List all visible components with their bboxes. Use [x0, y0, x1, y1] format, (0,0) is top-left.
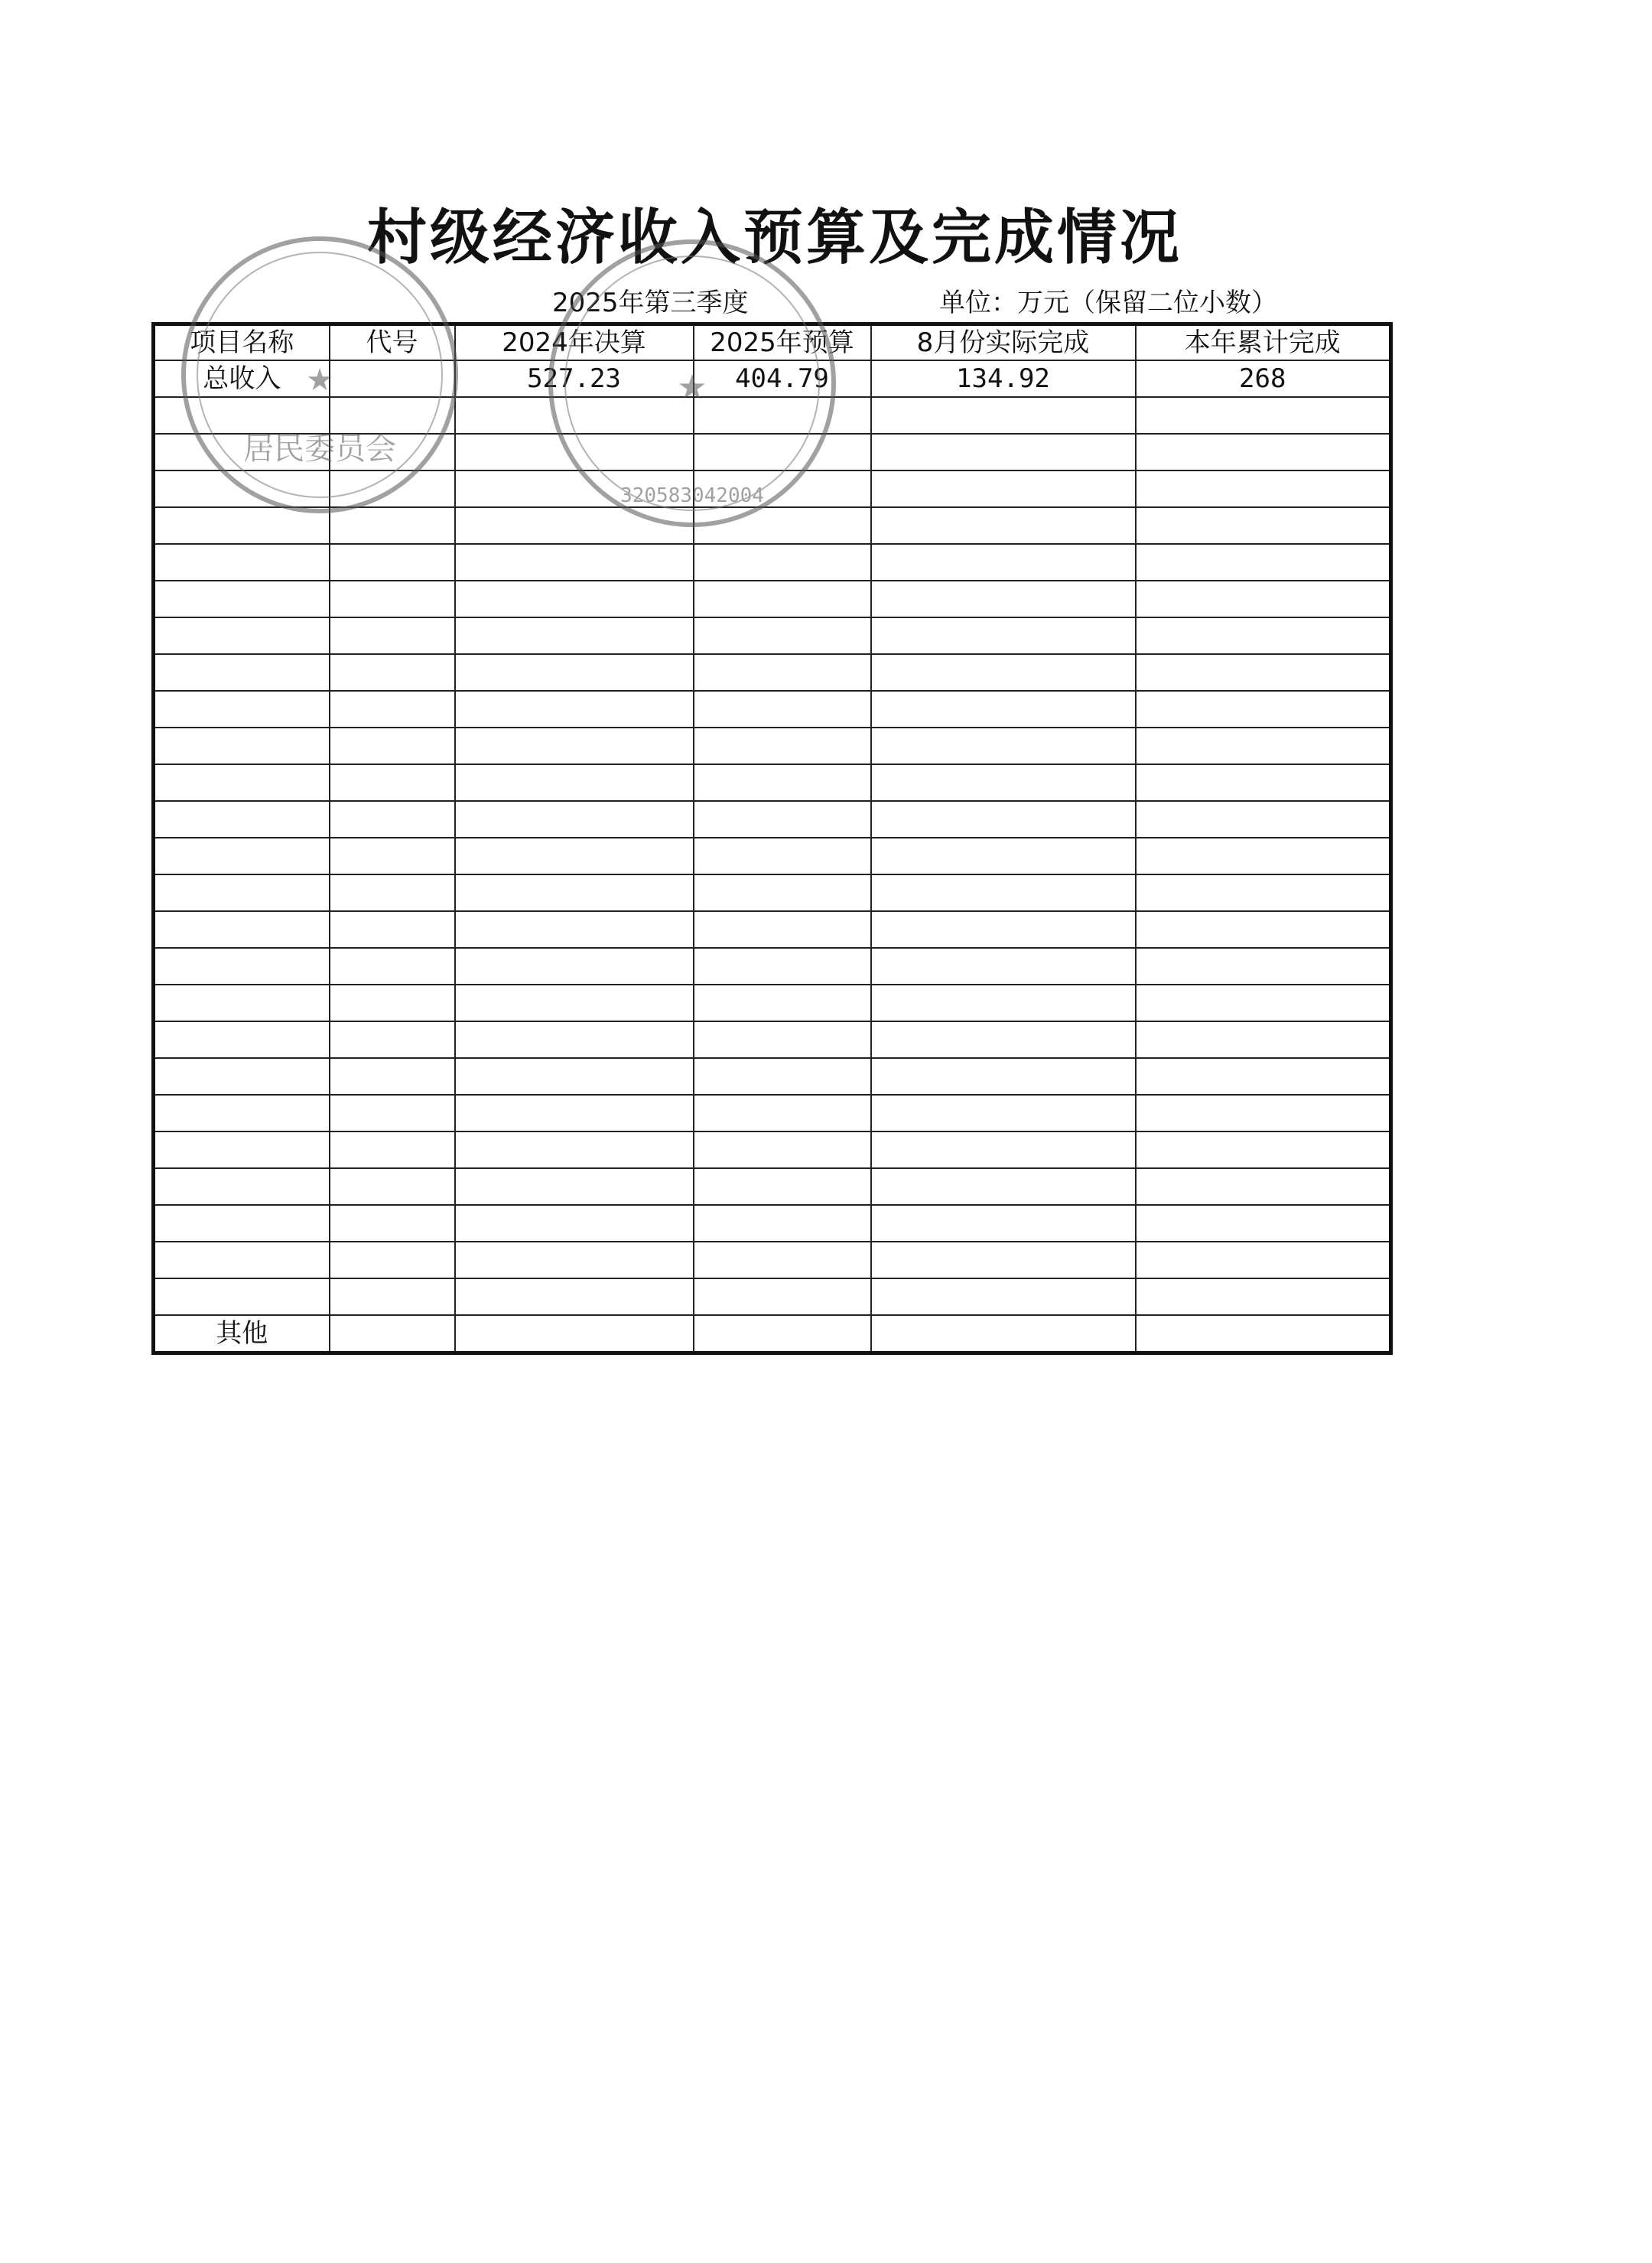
cell-2024-final	[455, 581, 694, 617]
cell-2024-final	[455, 764, 694, 801]
table-row	[154, 874, 1391, 911]
svg-text:居民委员会: 居民委员会	[243, 431, 396, 467]
cell-august-actual	[871, 764, 1136, 801]
cell-item-name	[154, 1095, 330, 1132]
cell-item-name	[154, 911, 330, 948]
cell-item-name	[154, 948, 330, 985]
cell-august-actual	[871, 471, 1136, 507]
table-row	[154, 985, 1391, 1021]
cell-2024-final	[455, 985, 694, 1021]
cell-2024-final	[455, 617, 694, 654]
cell-august-actual	[871, 1021, 1136, 1058]
cell-2025-budget	[694, 1095, 871, 1132]
table-row	[154, 397, 1391, 434]
cell-2025-budget	[694, 654, 871, 691]
cell-ytd-completed	[1136, 728, 1391, 764]
cell-2025-budget: 404.79	[694, 360, 871, 397]
cell-august-actual	[871, 838, 1136, 874]
table-row	[154, 507, 1391, 544]
cell-2024-final	[455, 911, 694, 948]
cell-code	[330, 764, 455, 801]
cell-item-name	[154, 1242, 330, 1278]
cell-august-actual	[871, 434, 1136, 471]
cell-ytd-completed	[1136, 874, 1391, 911]
cell-code	[330, 1315, 455, 1353]
cell-ytd-completed	[1136, 544, 1391, 581]
col-header-august-actual: 8月份实际完成	[871, 324, 1136, 361]
table-row	[154, 617, 1391, 654]
table-row	[154, 1058, 1391, 1095]
cell-ytd-completed	[1136, 985, 1391, 1021]
cell-code	[330, 1058, 455, 1095]
cell-item-name	[154, 397, 330, 434]
cell-ytd-completed	[1136, 1132, 1391, 1168]
cell-2025-budget	[694, 764, 871, 801]
cell-code	[330, 617, 455, 654]
cell-ytd-completed	[1136, 1278, 1391, 1315]
income-table	[151, 322, 1393, 1355]
cell-item-name	[154, 1168, 330, 1205]
cell-code	[330, 1205, 455, 1242]
period-subtitle: 2025年第三季度	[552, 288, 749, 318]
cell-2024-final	[455, 1132, 694, 1168]
cell-item-name	[154, 581, 330, 617]
cell-2025-budget	[694, 397, 871, 434]
table-row	[154, 434, 1391, 471]
cell-august-actual	[871, 1315, 1136, 1353]
cell-ytd-completed	[1136, 764, 1391, 801]
cell-2025-budget	[694, 581, 871, 617]
col-header-ytd-completed: 本年累计完成	[1136, 324, 1391, 361]
cell-2024-final	[455, 471, 694, 507]
table-row	[154, 764, 1391, 801]
svg-text:320583042004: 320583042004	[620, 484, 764, 507]
cell-2025-budget	[694, 1205, 871, 1242]
cell-code	[330, 911, 455, 948]
cell-2024-final	[455, 1058, 694, 1095]
cell-2025-budget	[694, 985, 871, 1021]
page-title: 村级经济收入预算及完成情况	[367, 204, 1183, 272]
table-row	[154, 1095, 1391, 1132]
cell-2025-budget	[694, 801, 871, 838]
cell-ytd-completed	[1136, 397, 1391, 434]
cell-ytd-completed	[1136, 948, 1391, 985]
cell-2025-budget	[694, 1242, 871, 1278]
cell-item-name: 总收入	[154, 360, 330, 397]
cell-2024-final	[455, 948, 694, 985]
table-row	[154, 1168, 1391, 1205]
cell-august-actual	[871, 1132, 1136, 1168]
cell-august-actual	[871, 544, 1136, 581]
cell-ytd-completed: 268	[1136, 360, 1391, 397]
cell-august-actual: 134.92	[871, 360, 1136, 397]
cell-code	[330, 544, 455, 581]
table-row	[154, 1021, 1391, 1058]
cell-item-name	[154, 507, 330, 544]
svg-text:★: ★	[306, 363, 333, 398]
cell-august-actual	[871, 654, 1136, 691]
cell-item-name	[154, 728, 330, 764]
col-header-item-name: 项目名称	[154, 324, 330, 361]
cell-2025-budget	[694, 1058, 871, 1095]
cell-2024-final	[455, 691, 694, 728]
cell-2025-budget	[694, 1021, 871, 1058]
cell-item-name	[154, 764, 330, 801]
cell-code	[330, 985, 455, 1021]
table-row	[154, 838, 1391, 874]
cell-item-name	[154, 874, 330, 911]
cell-august-actual	[871, 911, 1136, 948]
cell-ytd-completed	[1136, 691, 1391, 728]
cell-item-name	[154, 985, 330, 1021]
cell-ytd-completed	[1136, 1095, 1391, 1132]
cell-code	[330, 1242, 455, 1278]
table-row	[154, 360, 1391, 397]
cell-2024-final	[455, 728, 694, 764]
svg-text:★: ★	[677, 368, 707, 407]
table-header-row	[154, 324, 1391, 361]
cell-ytd-completed	[1136, 801, 1391, 838]
cell-item-name	[154, 471, 330, 507]
cell-ytd-completed	[1136, 654, 1391, 691]
cell-code	[330, 360, 455, 397]
table-row	[154, 728, 1391, 764]
table-row	[154, 544, 1391, 581]
cell-2024-final: 527.23	[455, 360, 694, 397]
cell-2024-final	[455, 1021, 694, 1058]
cell-item-name: 其他	[154, 1315, 330, 1353]
cell-item-name	[154, 617, 330, 654]
cell-august-actual	[871, 617, 1136, 654]
cell-2025-budget	[694, 507, 871, 544]
cell-august-actual	[871, 397, 1136, 434]
cell-ytd-completed	[1136, 617, 1391, 654]
cell-august-actual	[871, 1278, 1136, 1315]
cell-2024-final	[455, 1315, 694, 1353]
cell-code	[330, 1095, 455, 1132]
table-row	[154, 654, 1391, 691]
cell-item-name	[154, 1132, 330, 1168]
col-header-2025-budget: 2025年预算	[694, 324, 871, 361]
cell-code	[330, 801, 455, 838]
cell-item-name	[154, 1205, 330, 1242]
cell-ytd-completed	[1136, 581, 1391, 617]
cell-item-name	[154, 434, 330, 471]
cell-2025-budget	[694, 434, 871, 471]
cell-august-actual	[871, 874, 1136, 911]
cell-item-name	[154, 544, 330, 581]
cell-code	[330, 1278, 455, 1315]
cell-2024-final	[455, 654, 694, 691]
cell-code	[330, 1168, 455, 1205]
cell-ytd-completed	[1136, 1315, 1391, 1353]
cell-ytd-completed	[1136, 1168, 1391, 1205]
table-row	[154, 801, 1391, 838]
cell-ytd-completed	[1136, 434, 1391, 471]
cell-2025-budget	[694, 874, 871, 911]
cell-august-actual	[871, 581, 1136, 617]
cell-2024-final	[455, 1168, 694, 1205]
cell-code	[330, 471, 455, 507]
table-row	[154, 911, 1391, 948]
cell-2024-final	[455, 1205, 694, 1242]
cell-item-name	[154, 1058, 330, 1095]
cell-code	[330, 1021, 455, 1058]
table-row	[154, 1315, 1391, 1353]
col-header-2024-final: 2024年决算	[455, 324, 694, 361]
cell-ytd-completed	[1136, 1021, 1391, 1058]
cell-ytd-completed	[1136, 1058, 1391, 1095]
table-row	[154, 1242, 1391, 1278]
cell-august-actual	[871, 1095, 1136, 1132]
cell-2025-budget	[694, 1132, 871, 1168]
cell-code	[330, 691, 455, 728]
cell-august-actual	[871, 985, 1136, 1021]
cell-2024-final	[455, 801, 694, 838]
cell-ytd-completed	[1136, 911, 1391, 948]
cell-2024-final	[455, 874, 694, 911]
cell-ytd-completed	[1136, 838, 1391, 874]
unit-note: 单位：万元（保留二位小数）	[939, 288, 1277, 318]
cell-ytd-completed	[1136, 1205, 1391, 1242]
cell-code	[330, 654, 455, 691]
table-row	[154, 948, 1391, 985]
cell-item-name	[154, 838, 330, 874]
cell-item-name	[154, 691, 330, 728]
cell-ytd-completed	[1136, 1242, 1391, 1278]
cell-2024-final	[455, 1278, 694, 1315]
cell-ytd-completed	[1136, 471, 1391, 507]
cell-2024-final	[455, 1095, 694, 1132]
cell-2024-final	[455, 838, 694, 874]
table-row	[154, 1205, 1391, 1242]
cell-code	[330, 397, 455, 434]
cell-2024-final	[455, 1242, 694, 1278]
table-row	[154, 1132, 1391, 1168]
table-row	[154, 581, 1391, 617]
cell-august-actual	[871, 948, 1136, 985]
cell-august-actual	[871, 728, 1136, 764]
cell-item-name	[154, 801, 330, 838]
cell-2025-budget	[694, 617, 871, 654]
cell-code	[330, 434, 455, 471]
cell-2025-budget	[694, 471, 871, 507]
cell-2025-budget	[694, 911, 871, 948]
cell-august-actual	[871, 691, 1136, 728]
cell-item-name	[154, 1278, 330, 1315]
cell-item-name	[154, 1021, 330, 1058]
cell-code	[330, 838, 455, 874]
cell-2025-budget	[694, 948, 871, 985]
cell-2025-budget	[694, 1168, 871, 1205]
col-header-code: 代号	[330, 324, 455, 361]
table-row	[154, 1278, 1391, 1315]
cell-code	[330, 507, 455, 544]
cell-2024-final	[455, 397, 694, 434]
cell-code	[330, 728, 455, 764]
cell-august-actual	[871, 801, 1136, 838]
cell-august-actual	[871, 507, 1136, 544]
table-row	[154, 471, 1391, 507]
cell-code	[330, 948, 455, 985]
cell-2024-final	[455, 544, 694, 581]
cell-august-actual	[871, 1242, 1136, 1278]
cell-code	[330, 581, 455, 617]
cell-2025-budget	[694, 1278, 871, 1315]
cell-item-name	[154, 654, 330, 691]
cell-2025-budget	[694, 728, 871, 764]
cell-ytd-completed	[1136, 507, 1391, 544]
cell-code	[330, 1132, 455, 1168]
cell-august-actual	[871, 1168, 1136, 1205]
cell-august-actual	[871, 1205, 1136, 1242]
cell-2025-budget	[694, 691, 871, 728]
cell-code	[330, 874, 455, 911]
cell-2025-budget	[694, 838, 871, 874]
cell-2024-final	[455, 434, 694, 471]
table-row	[154, 691, 1391, 728]
cell-2024-final	[455, 507, 694, 544]
cell-2025-budget	[694, 1315, 871, 1353]
cell-2025-budget	[694, 544, 871, 581]
cell-august-actual	[871, 1058, 1136, 1095]
